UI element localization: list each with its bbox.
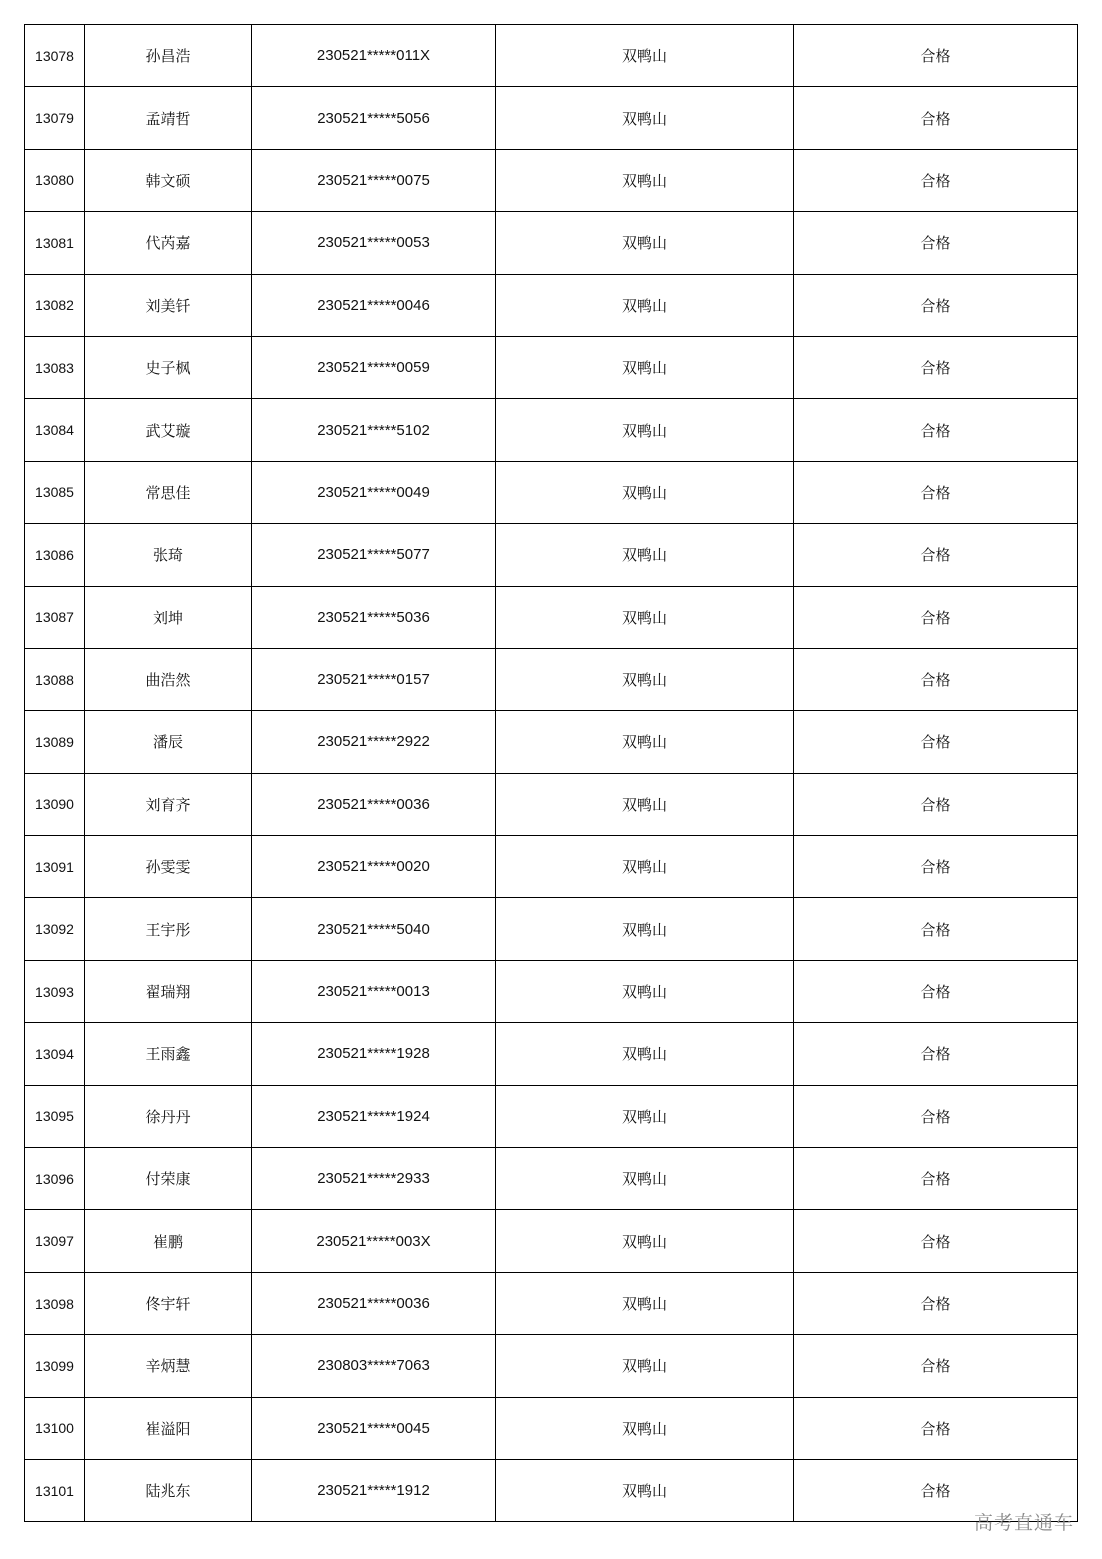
table-row	[25, 1148, 1078, 1210]
cell-region: 双鸭山	[496, 836, 794, 898]
cell-id-number: 230521*****2933	[252, 1148, 496, 1210]
cell-result: 合格	[794, 399, 1078, 461]
table-row	[25, 461, 1078, 523]
cell-id-number: 230521*****1924	[252, 1085, 496, 1147]
cell-name: 韩文硕	[85, 149, 252, 211]
cell-sequence-number: 13096	[25, 1148, 85, 1210]
cell-result: 合格	[794, 898, 1078, 960]
table-row	[25, 87, 1078, 149]
cell-id-number: 230521*****0036	[252, 1272, 496, 1334]
cell-region: 双鸭山	[496, 1459, 794, 1521]
table-row	[25, 25, 1078, 87]
cell-id-number: 230521*****5036	[252, 586, 496, 648]
cell-region: 双鸭山	[496, 898, 794, 960]
cell-region: 双鸭山	[496, 212, 794, 274]
cell-result: 合格	[794, 274, 1078, 336]
cell-sequence-number: 13089	[25, 711, 85, 773]
cell-result: 合格	[794, 1085, 1078, 1147]
cell-result: 合格	[794, 586, 1078, 648]
cell-region: 双鸭山	[496, 648, 794, 710]
cell-name: 刘美钎	[85, 274, 252, 336]
cell-id-number: 230803*****7063	[252, 1335, 496, 1397]
cell-result: 合格	[794, 1272, 1078, 1334]
table-row	[25, 898, 1078, 960]
cell-region: 双鸭山	[496, 149, 794, 211]
cell-result: 合格	[794, 1459, 1078, 1521]
cell-region: 双鸭山	[496, 25, 794, 87]
cell-name: 刘坤	[85, 586, 252, 648]
cell-region: 双鸭山	[496, 711, 794, 773]
cell-id-number: 230521*****0013	[252, 960, 496, 1022]
cell-region: 双鸭山	[496, 524, 794, 586]
cell-sequence-number: 13099	[25, 1335, 85, 1397]
cell-name: 佟宇轩	[85, 1272, 252, 1334]
cell-name: 王宇彤	[85, 898, 252, 960]
cell-sequence-number: 13082	[25, 274, 85, 336]
cell-name: 徐丹丹	[85, 1085, 252, 1147]
cell-result: 合格	[794, 711, 1078, 773]
cell-region: 双鸭山	[496, 1335, 794, 1397]
cell-sequence-number: 13093	[25, 960, 85, 1022]
cell-region: 双鸭山	[496, 461, 794, 523]
cell-region: 双鸭山	[496, 1148, 794, 1210]
cell-id-number: 230521*****011X	[252, 25, 496, 87]
cell-sequence-number: 13094	[25, 1023, 85, 1085]
watermark-text: 高考直通车	[973, 1512, 1074, 1534]
cell-name: 崔溢阳	[85, 1397, 252, 1459]
cell-region: 双鸭山	[496, 1210, 794, 1272]
cell-sequence-number: 13083	[25, 336, 85, 398]
table-row	[25, 1023, 1078, 1085]
cell-sequence-number: 13078	[25, 25, 85, 87]
cell-id-number: 230521*****5040	[252, 898, 496, 960]
cell-sequence-number: 13085	[25, 461, 85, 523]
cell-id-number: 230521*****1928	[252, 1023, 496, 1085]
cell-result: 合格	[794, 1335, 1078, 1397]
cell-sequence-number: 13097	[25, 1210, 85, 1272]
table-row	[25, 336, 1078, 398]
table-row	[25, 212, 1078, 274]
cell-result: 合格	[794, 1023, 1078, 1085]
cell-name: 常思佳	[85, 461, 252, 523]
cell-result: 合格	[794, 524, 1078, 586]
table-row	[25, 1085, 1078, 1147]
results-table	[24, 24, 1078, 1522]
cell-region: 双鸭山	[496, 399, 794, 461]
table-row	[25, 1397, 1078, 1459]
cell-id-number: 230521*****0049	[252, 461, 496, 523]
cell-name: 孙昌浩	[85, 25, 252, 87]
cell-sequence-number: 13084	[25, 399, 85, 461]
cell-name: 武艾璇	[85, 399, 252, 461]
table-row	[25, 773, 1078, 835]
cell-sequence-number: 13100	[25, 1397, 85, 1459]
cell-sequence-number: 13090	[25, 773, 85, 835]
table-row	[25, 1272, 1078, 1334]
cell-result: 合格	[794, 648, 1078, 710]
cell-name: 孙雯雯	[85, 836, 252, 898]
cell-id-number: 230521*****0053	[252, 212, 496, 274]
cell-result: 合格	[794, 149, 1078, 211]
cell-name: 张琦	[85, 524, 252, 586]
table-row	[25, 149, 1078, 211]
cell-name: 刘育齐	[85, 773, 252, 835]
cell-name: 陆兆东	[85, 1459, 252, 1521]
cell-id-number: 230521*****5056	[252, 87, 496, 149]
cell-sequence-number: 13098	[25, 1272, 85, 1334]
cell-result: 合格	[794, 836, 1078, 898]
cell-region: 双鸭山	[496, 1085, 794, 1147]
table-row	[25, 836, 1078, 898]
cell-sequence-number: 13101	[25, 1459, 85, 1521]
cell-result: 合格	[794, 773, 1078, 835]
cell-sequence-number: 13080	[25, 149, 85, 211]
cell-result: 合格	[794, 1397, 1078, 1459]
cell-id-number: 230521*****1912	[252, 1459, 496, 1521]
cell-id-number: 230521*****0046	[252, 274, 496, 336]
cell-result: 合格	[794, 25, 1078, 87]
cell-id-number: 230521*****5077	[252, 524, 496, 586]
cell-result: 合格	[794, 212, 1078, 274]
cell-id-number: 230521*****0059	[252, 336, 496, 398]
cell-sequence-number: 13086	[25, 524, 85, 586]
cell-sequence-number: 13092	[25, 898, 85, 960]
cell-id-number: 230521*****0157	[252, 648, 496, 710]
cell-region: 双鸭山	[496, 773, 794, 835]
table-row	[25, 1210, 1078, 1272]
cell-name: 辛炳慧	[85, 1335, 252, 1397]
cell-name: 孟靖哲	[85, 87, 252, 149]
cell-id-number: 230521*****2922	[252, 711, 496, 773]
cell-region: 双鸭山	[496, 1397, 794, 1459]
table-row	[25, 274, 1078, 336]
table-row	[25, 1459, 1078, 1521]
cell-name: 代芮嘉	[85, 212, 252, 274]
cell-name: 曲浩然	[85, 648, 252, 710]
cell-result: 合格	[794, 336, 1078, 398]
cell-id-number: 230521*****003X	[252, 1210, 496, 1272]
cell-sequence-number: 13095	[25, 1085, 85, 1147]
cell-region: 双鸭山	[496, 1272, 794, 1334]
cell-name: 翟瑞翔	[85, 960, 252, 1022]
cell-result: 合格	[794, 461, 1078, 523]
cell-id-number: 230521*****0036	[252, 773, 496, 835]
cell-region: 双鸭山	[496, 586, 794, 648]
table-row	[25, 711, 1078, 773]
cell-sequence-number: 13088	[25, 648, 85, 710]
cell-result: 合格	[794, 1210, 1078, 1272]
cell-name: 史子枫	[85, 336, 252, 398]
cell-region: 双鸭山	[496, 960, 794, 1022]
cell-result: 合格	[794, 960, 1078, 1022]
table-body	[25, 25, 1078, 1522]
cell-region: 双鸭山	[496, 336, 794, 398]
table-row	[25, 960, 1078, 1022]
cell-name: 潘辰	[85, 711, 252, 773]
table-row	[25, 648, 1078, 710]
table-row	[25, 399, 1078, 461]
cell-result: 合格	[794, 1148, 1078, 1210]
table-row	[25, 586, 1078, 648]
table-row	[25, 1335, 1078, 1397]
cell-region: 双鸭山	[496, 274, 794, 336]
cell-id-number: 230521*****0020	[252, 836, 496, 898]
cell-id-number: 230521*****0045	[252, 1397, 496, 1459]
table-row	[25, 524, 1078, 586]
cell-name: 崔鹏	[85, 1210, 252, 1272]
cell-region: 双鸭山	[496, 87, 794, 149]
cell-region: 双鸭山	[496, 1023, 794, 1085]
cell-sequence-number: 13081	[25, 212, 85, 274]
cell-sequence-number: 13079	[25, 87, 85, 149]
cell-id-number: 230521*****5102	[252, 399, 496, 461]
cell-result: 合格	[794, 87, 1078, 149]
cell-sequence-number: 13091	[25, 836, 85, 898]
cell-id-number: 230521*****0075	[252, 149, 496, 211]
cell-name: 王雨鑫	[85, 1023, 252, 1085]
cell-sequence-number: 13087	[25, 586, 85, 648]
cell-name: 付荣康	[85, 1148, 252, 1210]
